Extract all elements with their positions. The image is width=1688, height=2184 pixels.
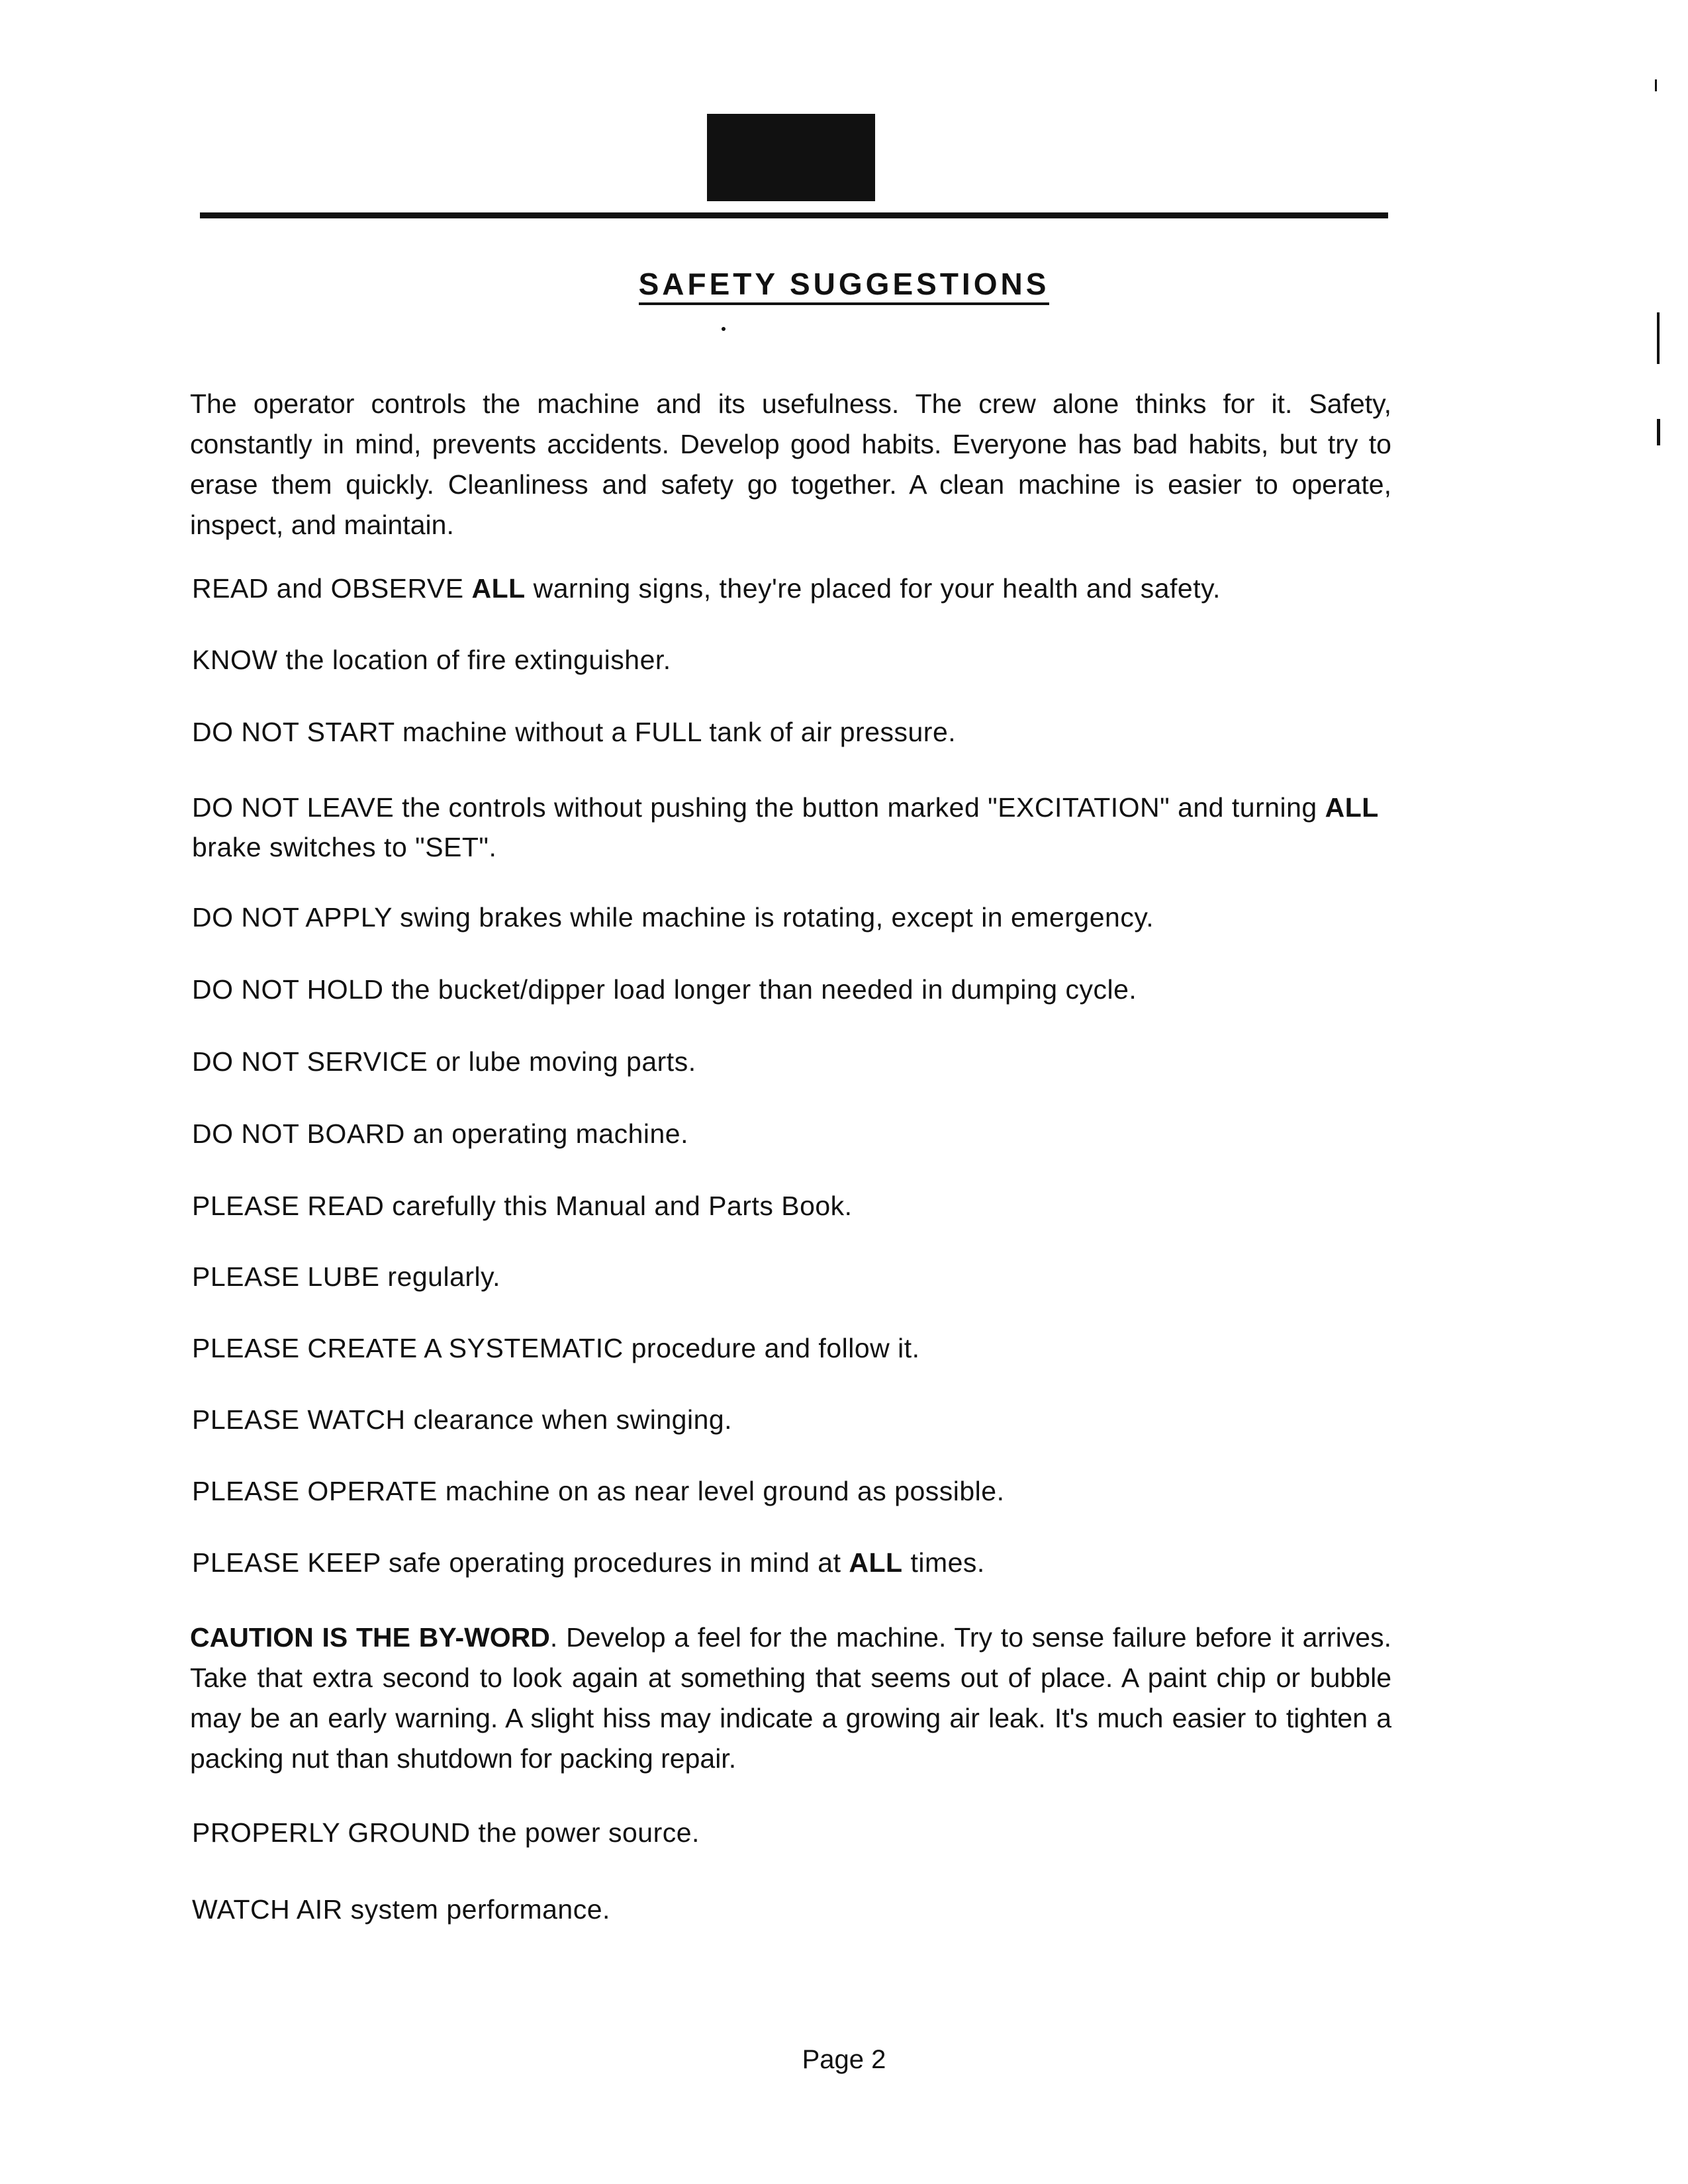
- item-watch-air: WATCH AIR system performance.: [192, 1894, 610, 1925]
- page-number: Page 2: [802, 2045, 886, 2074]
- item-please-keep: PLEASE KEEP safe operating procedures in mind at ALL times.: [192, 1547, 985, 1578]
- item-please-lube: PLEASE LUBE regularly.: [192, 1261, 501, 1292]
- margin-mark: [1657, 312, 1660, 364]
- item-do-not-start: DO NOT START machine without a FULL tank of air pressure.: [192, 717, 957, 747]
- item-do-not-apply: DO NOT APPLY swing brakes while machine is rotating, except in emergency.: [192, 902, 1154, 933]
- company-logo: [707, 114, 875, 201]
- item-do-not-hold: DO NOT HOLD the bucket/dipper load longer than needed in dumping cycle.: [192, 974, 1137, 1005]
- item-properly-ground: PROPERLY GROUND the power source.: [192, 1817, 700, 1848]
- item-read-observe: READ and OBSERVE ALL warning signs, they're placed for your health and safety.: [192, 573, 1221, 604]
- item-please-create: PLEASE CREATE A SYSTEMATIC procedure and follow it.: [192, 1333, 920, 1363]
- item-please-watch: PLEASE WATCH clearance when swinging.: [192, 1404, 733, 1435]
- item-do-not-board: DO NOT BOARD an operating machine.: [192, 1118, 688, 1149]
- item-please-read: PLEASE READ carefully this Manual and Parts Book.: [192, 1191, 853, 1221]
- item-do-not-leave: DO NOT LEAVE the controls without pushing the button marked "EXCITATION" and turning ALL brake switches to "SET".: [192, 792, 1379, 862]
- item-know-location: KNOW the location of fire extinguisher.: [192, 645, 671, 675]
- margin-mark: [1655, 79, 1657, 91]
- caution-paragraph: CAUTION IS THE BY-WORD. Develop a feel for the machine. Try to sense failure before it arrives. Take that extra second to look again at something that seems out of place. A paint chip or bubble may be an early warning. A slight hiss may indicate a growing air leak. It's much easier to tighten a packing nut than shutdown for packing repair.: [190, 1622, 1392, 1774]
- margin-mark: [1657, 419, 1660, 445]
- item-do-not-service: DO NOT SERVICE or lube moving parts.: [192, 1046, 696, 1077]
- intro-paragraph: The operator controls the machine and its usefulness. The crew alone thinks for it. Safety, constantly in mind, prevents accidents. Develop good habits. Everyone has bad habits, but try to erase them quickly. Cleanliness and safety go together. A clean machine is easier to operate, inspect, and maintain.: [190, 388, 1391, 540]
- stray-dot: [722, 327, 726, 331]
- item-please-operate: PLEASE OPERATE machine on as near level ground as possible.: [192, 1476, 1005, 1506]
- page-title: SAFETY SUGGESTIONS: [0, 266, 1688, 302]
- header-rule: [200, 212, 1388, 218]
